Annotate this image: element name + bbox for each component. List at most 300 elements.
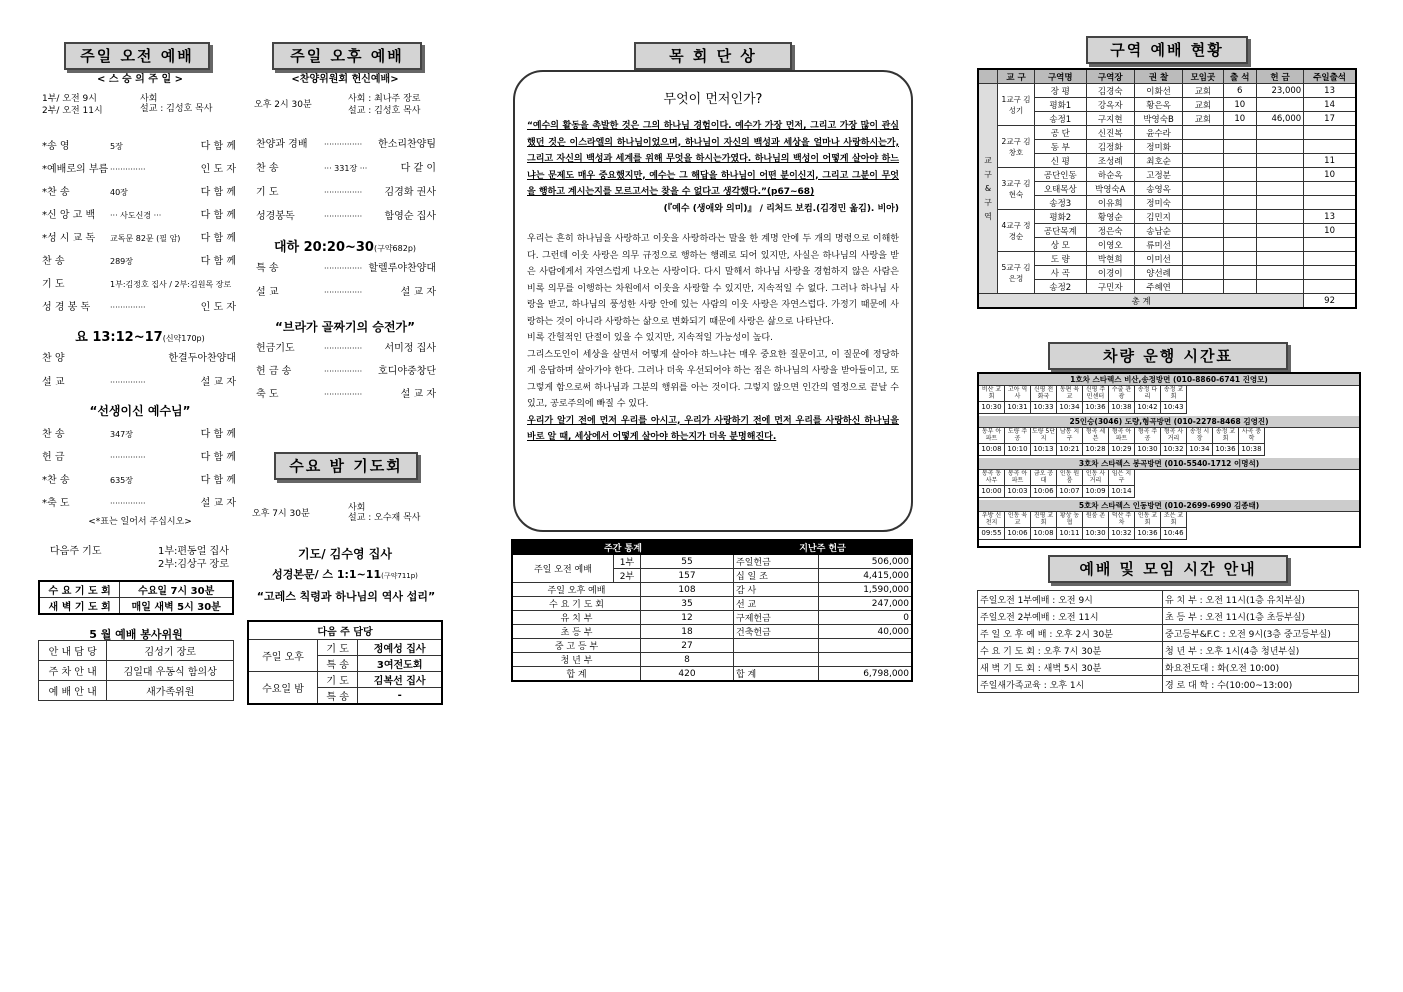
district-cell <box>1304 196 1356 210</box>
bus-stop: 금오 공대 <box>1031 470 1057 486</box>
district-cell <box>1183 266 1223 280</box>
meetings-table <box>977 590 1359 693</box>
district-cell: 구지현 <box>1086 112 1134 126</box>
afternoon-sub: <찬양위원회 헌신예배> <box>291 74 399 85</box>
district-cell: 최호순 <box>1134 154 1182 168</box>
meeting-left: 주일오전 1부예배 : 오전 9시 <box>978 591 1163 608</box>
bus-stop: 형곡 세븐 <box>1083 428 1109 444</box>
stats-cell-v: 420 <box>641 667 734 682</box>
order-item-detail: 347장 <box>110 430 133 439</box>
worship-guide-label: 예 배 안 내 <box>39 681 107 701</box>
district-cell <box>1304 182 1356 196</box>
stats-cell-m: 6,798,000 <box>819 667 913 682</box>
morning-preacher: 설교 : 김성호 목사 <box>140 104 213 114</box>
district-cell: 17 <box>1304 112 1356 126</box>
district-cell: 이화선 <box>1134 84 1182 98</box>
district-cell: 도 량 <box>1035 252 1087 266</box>
bus-time: 10:34 <box>1187 444 1213 456</box>
bus-stop: 도량 5단지 <box>1031 428 1056 442</box>
district-header: 모임곳 <box>1183 69 1223 84</box>
district-cell <box>1183 252 1223 266</box>
district-cell: 김정화 <box>1086 140 1134 154</box>
bus-route-header: 25인승(3046) 도량,형곡방면 (010-2278-8468 김영진) <box>979 416 1359 428</box>
bus-time: 10:30 <box>1135 444 1161 456</box>
offering-header: 지난주 헌금 <box>734 540 913 555</box>
stats-row <box>512 597 912 611</box>
order-item-detail: 1부:김정호 집사 / 2부:김원목 장로 <box>110 280 232 289</box>
stats-row <box>512 611 912 625</box>
district-cell: 10 <box>1304 168 1356 182</box>
order-item-detail: ··············· <box>324 212 363 221</box>
afternoon-sermon-title: “브라가 골짜기의 승전가” <box>274 320 416 334</box>
afternoon-host: 사회 : 최나주 장로 <box>348 94 421 104</box>
order-item-detail: ··············· <box>324 140 363 149</box>
order-item-detail: ··············· <box>324 344 363 353</box>
next-week-g2: 수요일 밤 <box>248 672 317 705</box>
district-cell <box>1183 168 1223 182</box>
order-item-detail: 교독문 82문 (필 암) <box>110 234 181 243</box>
stats-cell-v: 108 <box>641 583 734 597</box>
wed-prayer-label: 수 요 기 도 회 <box>39 581 120 598</box>
meeting-row <box>978 642 1359 659</box>
bus-time: 10:43 <box>1161 402 1187 414</box>
district-row <box>978 224 1356 238</box>
order-item-leader: 설 교 자 <box>400 389 436 400</box>
bus-stop: 송정 시장 <box>1187 428 1213 444</box>
stats-cell-a: 유 치 부 <box>512 611 641 625</box>
order-item <box>254 186 440 200</box>
district-cell <box>1223 224 1256 238</box>
district-row <box>978 182 1356 196</box>
order-item-detail: ·············· <box>110 165 146 174</box>
bus-schedule <box>977 372 1361 548</box>
pastor-paragraph-4: 그리스도인이 세상을 살면서 어떻게 살아야 하느냐는 매우 중요한 질문이고, 이 질문에 정당하게 응답하며 살아가야 한다. 그러나 더욱 우선되어야 하는 점은 하나님의 사랑을 받아들이고, 또 그렇게 함으로써 하나님과 그분의 행위를 아는 것이다. 그렇지 않으면 인간의 열정으로 끝날 수 있고, 공로주의에 빠질 수 있다. <box>527 349 899 409</box>
stats-row <box>512 639 912 653</box>
district-cell <box>1223 168 1256 182</box>
bus-stop: 고아 역사 <box>1005 386 1031 402</box>
next-week-g2r1b: 김복선 집사 <box>358 672 442 688</box>
bus-stop: 신평 주민센터 <box>1083 386 1109 402</box>
parking-value: 김일대 우동식 함의상 <box>107 661 234 681</box>
stats-cell-v: 157 <box>641 569 734 583</box>
stats-cell-a: 수 요 기 도 회 <box>512 597 641 611</box>
order-item-detail: ·············· <box>110 378 146 387</box>
order-item-name: *성 시 교 독 <box>42 233 96 244</box>
bus-stop: 봉곡 아파트 <box>1005 470 1031 486</box>
next-week-g1r2a: 특 송 <box>317 656 357 672</box>
bus-time: 10:14 <box>1109 486 1135 498</box>
wednesday-scripture <box>250 566 440 582</box>
district-table <box>977 68 1357 309</box>
district-cell: 송남순 <box>1134 224 1182 238</box>
pastor-heading: 무엇이 먼저인가? <box>663 92 763 107</box>
district-cell: 14 <box>1304 98 1356 112</box>
afternoon-order-list <box>254 138 440 234</box>
bus-time: 10:38 <box>1239 444 1265 456</box>
wednesday-host: 사회 <box>348 503 366 513</box>
bus-stop: 송정 교회 <box>1213 428 1239 444</box>
order-item-leader: 다 함 께 <box>200 141 236 152</box>
bus-banner: 차량 운행 시간표 <box>1048 342 1288 370</box>
stats-cell-s: 1부 <box>614 555 641 569</box>
may-volunteers-table <box>38 640 234 701</box>
morning-order-list-2 <box>40 352 240 392</box>
district-header: 출 석 <box>1223 69 1256 84</box>
bus-stop: 인동 교회 <box>1135 512 1161 528</box>
wednesday-banner: 수요 밤 기도회 <box>274 452 418 480</box>
stats-cell-v: 8 <box>641 653 734 667</box>
district-cell: 박현희 <box>1086 252 1134 266</box>
district-cell: 박영숙A <box>1086 182 1134 196</box>
district-group-name: 5교구 김은정 <box>998 252 1035 294</box>
bus-stop: 조은 교회 <box>1161 512 1187 528</box>
bus-time: 10:08 <box>1031 528 1057 540</box>
district-cell: 공 단 <box>1035 126 1087 140</box>
district-cell <box>1256 224 1303 238</box>
order-item-leader: 다 함 께 <box>200 256 236 267</box>
bus-time: 10:42 <box>1135 402 1161 414</box>
bus-stop: 인동 사거리 <box>1083 470 1109 486</box>
next-prayer <box>40 540 240 568</box>
stats-cell-a: 청 년 부 <box>512 653 641 667</box>
district-cell: 사 곡 <box>1035 266 1087 280</box>
bus-stop: 사곡 중학 <box>1239 428 1265 444</box>
order-item-name: 헌금기도 <box>256 343 295 354</box>
order-item-detail: ··············· <box>324 188 363 197</box>
order-item-detail: ··· 331장 ··· <box>324 164 368 173</box>
bus-route-header: 1호차 스타렉스 비산,송정방면 (010-8860-6741 진영모) <box>979 374 1359 386</box>
district-cell <box>1304 238 1356 252</box>
bus-time: 10:38 <box>1109 402 1135 414</box>
order-item <box>254 262 440 276</box>
district-cell <box>1256 140 1303 154</box>
bus-stop: 우방 신천지 <box>979 512 1005 528</box>
usher-label: 안 내 담 당 <box>39 641 107 661</box>
district-cell: 주혜연 <box>1134 280 1182 294</box>
morning-time-2: 2부/ 오전 11시 <box>42 106 103 116</box>
order-item-leader: 인 도 자 <box>200 302 236 313</box>
district-row <box>978 210 1356 224</box>
order-item-leader: 호디야중창단 <box>378 366 436 377</box>
stats-cell-s: 2부 <box>614 569 641 583</box>
district-cell <box>1183 154 1223 168</box>
meeting-right: 유 치 부 : 오전 11시(1층 유치부실) <box>1163 591 1359 608</box>
district-cell <box>1223 140 1256 154</box>
bus-time: 10:11 <box>1057 528 1083 540</box>
order-item-detail: ··············· <box>324 367 363 376</box>
order-item-leader: 다 함 께 <box>200 187 236 198</box>
stats-row <box>512 555 912 569</box>
morning-scripture-page: (신약170p) <box>162 334 205 343</box>
next-prayer-1: 1부:편동얼 집사 <box>158 546 229 557</box>
district-cell <box>1304 252 1356 266</box>
district-cell <box>1223 182 1256 196</box>
district-cell: 류미선 <box>1134 238 1182 252</box>
district-cell <box>1183 140 1223 154</box>
stats-cell-k: 건축헌금 <box>734 625 819 639</box>
next-week-g1r2b: 3여전도회 <box>358 656 442 672</box>
order-item <box>254 342 440 356</box>
bus-route-header: 3호차 스타렉스 봉곡방면 (010-5540-1712 이명석) <box>979 458 1359 470</box>
morning-time-1: 1부/ 오전 9시 <box>42 94 97 104</box>
morning-theme: < 스 승 의 주 일 > <box>97 74 183 85</box>
bus-stop: 도량 주공 <box>1005 428 1031 444</box>
order-item <box>40 209 240 223</box>
district-cell: 오태목상 <box>1035 182 1087 196</box>
district-row <box>978 196 1356 210</box>
district-cell: 이미선 <box>1134 252 1182 266</box>
afternoon-scripture-ref: 대하 20:20~30 <box>273 240 374 255</box>
meetings-banner: 예배 및 모임 시간 안내 <box>1048 555 1288 583</box>
order-item-detail: ··· 사도신경 ··· <box>110 211 162 220</box>
district-cell: 10 <box>1223 112 1256 126</box>
district-cell: 신 평 <box>1035 154 1087 168</box>
district-cell: 이영오 <box>1086 238 1134 252</box>
bus-stop: 비산 교회 <box>979 386 1005 402</box>
meeting-right: 경 로 대 학 : 수(10:00~13:00) <box>1163 676 1359 693</box>
order-item <box>40 232 240 246</box>
pastor-paragraph-5: 우리가 알기 전에 먼저 우리를 아시고, 우리가 사랑하기 전에 먼저 우리를 사랑하신 하나님을 바로 알 때, 세상에서 어떻게 살아야 하는지가 더욱 분명해진다. <box>527 415 899 442</box>
district-cell <box>1304 280 1356 294</box>
order-item-leader: 다 함 께 <box>200 452 236 463</box>
order-item-name: 설 교 <box>256 287 279 298</box>
stats-cell-m <box>819 639 913 653</box>
district-cell <box>1256 126 1303 140</box>
stats-cell-a: 중 고 등 부 <box>512 639 641 653</box>
morning-times <box>40 91 240 119</box>
order-item-name: *예배로의 부름 <box>42 164 109 175</box>
district-cell: 정은숙 <box>1086 224 1134 238</box>
order-item <box>40 474 240 488</box>
pastor-quote: “예수의 활동을 촉발한 것은 그의 하나님 경험이다. 예수가 가장 먼저, 그리고 가장 많이 관심했던 것은 이스라엘의 하나님이었으며, 하나님이 자신의 백성과 세상을 얼마나 사랑하시는가, 그리고 자신의 백성과 세계를 위해 무엇을 하시는가였다. 하나님의 백성이 어떻게 살아야 하느냐는 문제도 매우 중요했지만, 예수는 그 해답을 하나님이 어떤 분이신지, 그리고 그분이 무엇을 행하고 계시는지를 모르고서는 찾을 수 없다고 생각했다.”(p67~68) <box>527 121 899 197</box>
wednesday-prayer: 기도/ 김수영 집사 <box>298 547 392 561</box>
district-cell <box>1183 210 1223 224</box>
stats-cell-m: 0 <box>819 611 913 625</box>
meeting-right: 중고등부&F.C : 오전 9시(3층 중고등부실) <box>1163 625 1359 642</box>
district-cell <box>1223 154 1256 168</box>
district-group-name: 1교구 김성기 <box>998 84 1035 126</box>
dawn-prayer-label: 새 벽 기 도 회 <box>39 598 120 615</box>
order-item <box>40 497 240 511</box>
order-item <box>40 428 240 442</box>
stats-cell-k: 구제헌금 <box>734 611 819 625</box>
order-item-detail: ·············· <box>110 453 146 462</box>
district-row <box>978 168 1356 182</box>
bus-time: 10:36 <box>1083 402 1109 414</box>
bus-time: 10:09 <box>1083 486 1109 498</box>
stats-cell-v: 35 <box>641 597 734 611</box>
district-cell: 박영숙B <box>1134 112 1182 126</box>
order-item <box>40 451 240 465</box>
order-item-name: 축 도 <box>256 389 279 400</box>
district-cell: 교회 <box>1183 98 1223 112</box>
district-row <box>978 154 1356 168</box>
meeting-row <box>978 591 1359 608</box>
morning-host: 사회 <box>140 94 158 104</box>
order-item-leader: 서미정 집사 <box>384 343 436 354</box>
stats-cell-a: 초 등 부 <box>512 625 641 639</box>
district-cell: 황영순 <box>1086 210 1134 224</box>
order-item-leader: 할렐루야찬양대 <box>368 263 436 274</box>
morning-scripture-ref: 요 13:12~17 <box>75 330 163 345</box>
district-cell: 조성례 <box>1086 154 1134 168</box>
bus-stop: 송정 교회 <box>1161 386 1187 402</box>
order-item-detail: ··············· <box>324 264 363 273</box>
wed-prayer-time: 수요일 7시 30분 <box>120 581 233 598</box>
bus-stop: 황상 농협 <box>1057 512 1083 528</box>
order-item-name: 헌 금 송 <box>256 366 292 377</box>
district-cell <box>1304 140 1356 154</box>
early-prayer-table <box>38 580 234 615</box>
stats-cell-m: 4,415,000 <box>819 569 913 583</box>
stats-row <box>512 667 912 682</box>
morning-order-list-3 <box>40 428 240 518</box>
district-cell: 신진복 <box>1086 126 1134 140</box>
bus-time: 10:07 <box>1057 486 1083 498</box>
stats-cell-a: 주일 오후 예배 <box>512 583 641 597</box>
bus-time: 10:06 <box>1031 486 1057 498</box>
order-item-name: *찬 송 <box>42 475 70 486</box>
stats-cell-k <box>734 653 819 667</box>
afternoon-info <box>254 91 444 119</box>
bus-time: 10:29 <box>1109 444 1135 456</box>
district-cell: 6 <box>1223 84 1256 98</box>
district-cell <box>1223 210 1256 224</box>
stats-cell-v: 18 <box>641 625 734 639</box>
afternoon-scripture-page: (구약682p) <box>373 244 417 253</box>
district-cell: 10 <box>1304 224 1356 238</box>
district-cell <box>1183 238 1223 252</box>
district-cell: 교회 <box>1183 84 1223 98</box>
afternoon-order-list-3 <box>254 342 440 408</box>
order-item-name: 찬 송 <box>42 256 65 267</box>
district-row <box>978 140 1356 154</box>
order-item-leader: 다 함 께 <box>200 475 236 486</box>
bus-time: 10:33 <box>1031 402 1057 414</box>
bus-time: 10:08 <box>979 444 1005 456</box>
next-week-g1: 주일 오후 <box>248 640 317 672</box>
district-row <box>978 252 1356 266</box>
order-item <box>254 162 440 176</box>
stats-cell-m: 506,000 <box>819 555 913 569</box>
district-cell <box>1256 280 1303 294</box>
bus-stop: 형곡 사거리 <box>1161 428 1187 444</box>
bus-stop: 송정 다리 <box>1135 386 1161 402</box>
meeting-left: 주 일 오 후 예 배 : 오후 2시 30분 <box>978 625 1163 642</box>
meeting-left: 수 요 기 도 회 : 오후 7시 30분 <box>978 642 1163 659</box>
district-cell: 정미화 <box>1134 140 1182 154</box>
bus-time: 10:32 <box>1109 528 1135 540</box>
bus-stop: 수출 관광 <box>1109 386 1135 402</box>
district-side-label: 교 구 & 구 역 <box>978 84 998 294</box>
stats-cell-v: 12 <box>641 611 734 625</box>
district-cell: 송정2 <box>1035 280 1087 294</box>
order-item-leader: 설 교 자 <box>200 377 236 388</box>
district-cell <box>1183 196 1223 210</box>
pastor-paragraph-2: 우리는 흔히 하나님을 사랑하고 이웃을 사랑하라는 말을 한 계명 안에 두 개의 명령으로 이해한다. 그런데 이웃 사랑은 의무 규정으로 행하는 행례로 되어 있지만, 사실은 하나님의 사랑을 받은 사람에게서 자연스럽게 나오는 사랑이다. 다시 말해서 하나님 사랑을 경험하지 않은 사람은 비록 의무를 이행하는 차원에서 이웃을 사랑할 수 있지만, 지속적일 수 없다. 그러나 하나님 사랑을 받고, 하나님의 풍성한 사랑 안에 있는 사람의 이웃 사랑은 자연스럽다. 가정기 때문에 사랑하는 것이 아니라 사랑하는 삶으로 변화되기 때문에 사랑은 삶으로 나타난다. <box>527 234 899 327</box>
district-total-value: 92 <box>1304 294 1356 309</box>
stats-cell-k: 주일헌금 <box>734 555 819 569</box>
district-cell: 이유희 <box>1086 196 1134 210</box>
order-item-name: 찬양과 경배 <box>256 139 308 150</box>
district-cell <box>1183 280 1223 294</box>
district-cell: 송정1 <box>1035 112 1087 126</box>
stats-cell-a: 합 계 <box>512 667 641 682</box>
bus-stop: 봉곡 동사무 <box>979 470 1005 486</box>
district-row <box>978 98 1356 112</box>
dawn-prayer-time: 매일 새벽 5시 30분 <box>120 598 233 615</box>
pastor-citation: (『예수 (생애와 의미)』 / 리처드 보컴.(김경민 옮김). 비아) <box>663 203 899 214</box>
district-cell <box>1223 126 1256 140</box>
district-cell <box>1223 252 1256 266</box>
district-cell: 김경숙 <box>1086 84 1134 98</box>
next-week-g2r1a: 기 도 <box>317 672 357 688</box>
stats-cell-a: 주일 오전 예배 <box>512 555 614 583</box>
stats-cell-m <box>819 653 913 667</box>
district-cell <box>1183 224 1223 238</box>
bus-stop: 진평 교회 <box>1031 512 1057 528</box>
order-item <box>40 163 240 177</box>
afternoon-preacher: 설교 : 김성호 목사 <box>348 106 421 116</box>
order-item-detail: 5장 <box>110 142 123 151</box>
bus-stop: 인동 육교 <box>1005 512 1031 528</box>
district-header: 구역장 <box>1086 69 1134 84</box>
district-cell <box>1256 252 1303 266</box>
stats-cell-k: 합 계 <box>734 667 819 682</box>
order-item-name: 기 도 <box>256 187 279 198</box>
afternoon-order-list-2 <box>254 262 440 306</box>
stats-cell-v: 27 <box>641 639 734 653</box>
order-item-name: 설 교 <box>42 377 65 388</box>
may-volunteers-title: 5 월 예배 봉사위원 <box>89 628 183 641</box>
bus-stop: 인동 원룸 <box>1057 470 1083 486</box>
order-item-detail: ·············· <box>110 499 146 508</box>
next-prayer-label: 다음주 기도 <box>50 546 102 557</box>
district-banner: 구역 예배 현황 <box>1086 36 1248 64</box>
order-item <box>254 286 440 300</box>
district-cell: 동 부 <box>1035 140 1087 154</box>
order-item <box>40 352 240 366</box>
order-item-leader: 함영순 집사 <box>384 211 436 222</box>
district-cell: 하순옥 <box>1086 168 1134 182</box>
stats-cell-k <box>734 639 819 653</box>
district-header: 권 찰 <box>1134 69 1182 84</box>
next-week-g1r1b: 정예성 집사 <box>358 640 442 656</box>
bus-stop: 동편 육교 <box>1057 386 1083 402</box>
order-item <box>40 140 240 154</box>
district-cell <box>1256 196 1303 210</box>
meeting-right: 화요전도대 : 화(오전 10:00) <box>1163 659 1359 676</box>
bus-time: 10:36 <box>1135 528 1161 540</box>
order-item <box>40 301 240 315</box>
meeting-row <box>978 676 1359 693</box>
district-header: 교 구 <box>998 69 1035 84</box>
meeting-row <box>978 659 1359 676</box>
order-item-detail: ··············· <box>324 390 363 399</box>
bus-stop: 형곡 주공 <box>1135 428 1161 444</box>
meeting-left: 주일새가족교육 : 오후 1시 <box>978 676 1163 693</box>
order-item-name: 성 경 봉 독 <box>42 302 91 313</box>
order-item-name: 찬 송 <box>42 429 65 440</box>
order-item-name: *신 앙 고 백 <box>42 210 96 221</box>
next-week-g1r1a: 기 도 <box>317 640 357 656</box>
morning-sermon-title: “선생이신 예수님” <box>89 404 191 418</box>
parking-label: 주 차 안 내 <box>39 661 107 681</box>
district-cell: 송정3 <box>1035 196 1087 210</box>
order-item-name: 찬 양 <box>42 353 65 364</box>
bus-time: 10:28 <box>1083 444 1109 456</box>
order-item <box>40 186 240 200</box>
